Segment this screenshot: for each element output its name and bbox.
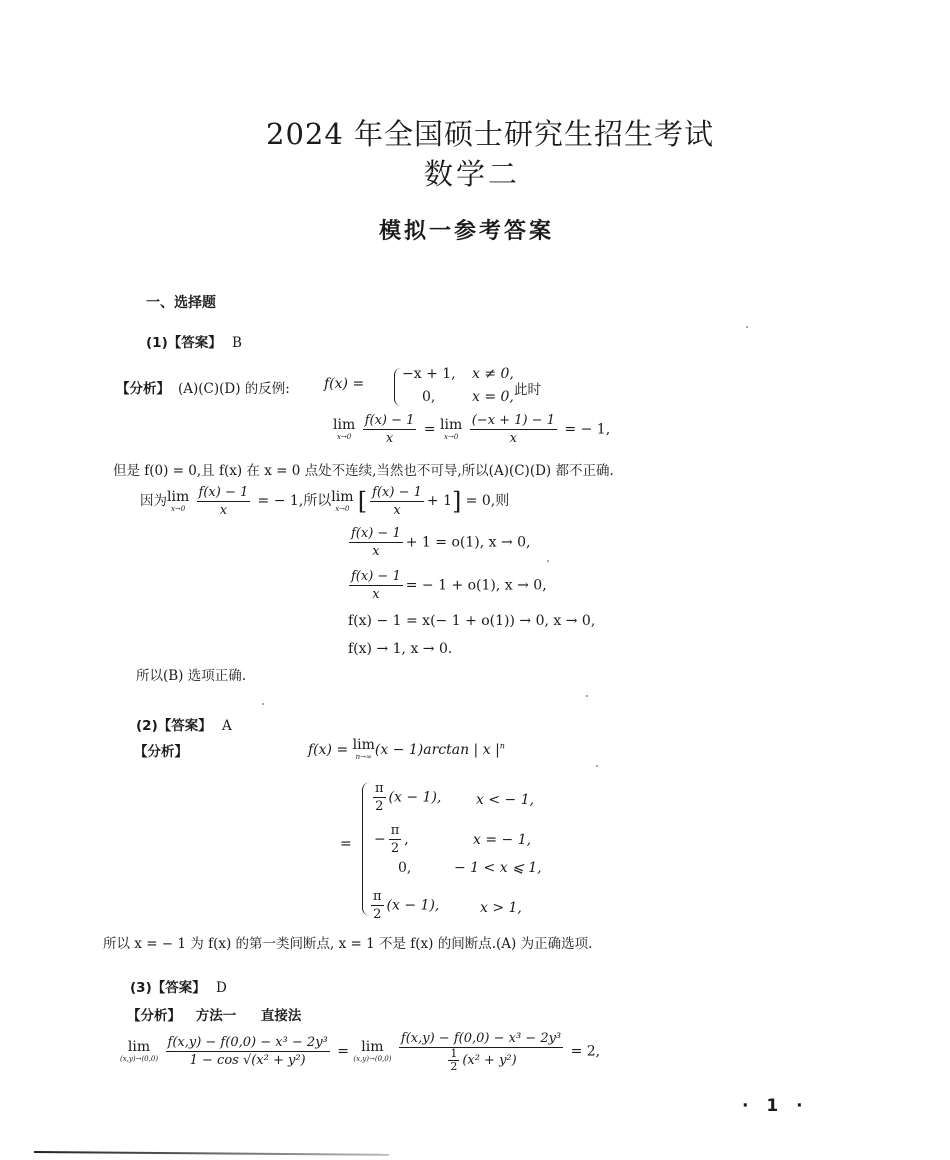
q1-counterexample-intro: (A)(C)(D) 的反例: — [178, 381, 290, 397]
q3-method: 方法一 — [195, 1008, 237, 1024]
q1-case1-expr: −x + 1, — [402, 366, 456, 382]
q1-lim1: lim x→0 — [333, 416, 356, 441]
q2-answer — [136, 714, 232, 734]
q1-but-line: 但是 f(0) = 0,且 f(x) 在 x = 0 点处不连续,当然也不可导,所以(A)(C)(D) 都不正确. — [113, 463, 614, 479]
q1-because-fraction: $\frac{f(x) - 1}{x}$ — [198, 485, 249, 518]
scan-speck — [596, 765, 598, 767]
q2-f-definition: f(x) = lim n→∞ (x − 1)arctan | x $|^n$ — [308, 737, 505, 761]
q2-answer-value: A — [222, 718, 232, 734]
q1-case2-cond: x = 0, — [472, 389, 514, 405]
q1-step-4: f(x) → 1, x → 0. — [348, 641, 453, 657]
q1-because-lim: lim x→0 — [167, 488, 190, 513]
document-subject: 数学二 — [424, 157, 521, 191]
q3-lim1: lim (x,y)→(0,0) — [120, 1038, 159, 1063]
q1-analysis-label: 【分析】 — [116, 381, 170, 397]
q3-lim2: lim (x,y)→(0,0) — [353, 1038, 392, 1063]
q3-result: = 2, — [570, 1043, 601, 1060]
bottom-rule — [34, 1151, 389, 1155]
q1-conclusion: 所以(B) 选项正确. — [136, 668, 247, 684]
q3-fraction-2: f(x,y) − f(0,0) − x³ − 2y³ $\frac{1}{2}$ (x² + y²) — [400, 1031, 562, 1073]
q2-case-4: $\frac{\pi}{2}$ (x − 1), x > 1, — [373, 889, 522, 922]
q1-lim1-fraction: $\frac{f(x) - 1}{x}$ — [364, 413, 415, 446]
q1-case-brace — [394, 368, 401, 406]
scan-speck — [547, 560, 549, 562]
scan-speck — [746, 326, 748, 328]
q2-case-3: 0, − 1 < x ⩽ 1, — [398, 860, 542, 876]
q1-limit-equation: lim x→0 $\frac{f(x) - 1}{x}$ = lim x→0 $\frac{(-x + 1) - 1}{x}$ = − 1, — [333, 413, 611, 446]
q2-case-2: − $\frac{\pi}{2}$ , x = − 1, — [374, 823, 532, 856]
q1-case2-expr: 0, — [422, 389, 436, 405]
q1-because-lim2: lim x→0 — [331, 488, 354, 513]
q1-case1-cond: x ≠ 0, — [472, 366, 514, 382]
q3-answer — [130, 976, 227, 996]
q3-method-name: 直接法 — [260, 1008, 302, 1024]
q1-case-suffix: 此时 — [514, 382, 541, 398]
q1-lim2-fraction: $\frac{(-x + 1) - 1}{x}$ — [471, 413, 555, 446]
q1-lim2: lim x→0 — [440, 416, 463, 441]
q2-conclusion: 所以 x = − 1 为 f(x) 的第一类间断点, x = 1 不是 f(x) 的间断点.(A) 为正确选项. — [103, 936, 593, 952]
q3-analysis-label: 【分析】 — [127, 1008, 181, 1024]
scan-speck — [586, 695, 588, 697]
q3-answer-value: D — [216, 980, 227, 996]
q1-answer-label: (1)【答案】 — [146, 335, 222, 351]
q1-step-2: $\frac{f(x) - 1}{x}$ = − 1 + o(1), x → 0, — [351, 569, 547, 602]
q2-eq-sign: = — [340, 836, 352, 852]
q3-fraction-1: $\frac{\text{f(x,y) − f(0,0) − x³ − 2y³}}{\text{1 − cos √(x² + y²)}}$ — [167, 1035, 328, 1068]
q2-case-1: $\frac{\pi}{2}$ (x − 1), x < − 1, — [375, 781, 535, 814]
page-number: · 1 · — [742, 1096, 809, 1116]
q1-answer — [146, 331, 242, 351]
q2-lim: lim n→∞ — [352, 737, 375, 761]
document-subtitle: 模拟一参考答案 — [379, 219, 555, 244]
q1-because-line: 因为 lim x→0 $\frac{f(x) - 1}{x}$ = − 1,所以 lim x→0 [ $\frac{f(x) - 1}{x}$ + 1] = 0,则 — [140, 485, 510, 518]
q1-lim-result: = − 1, — [564, 421, 611, 438]
q2-analysis-label: 【分析】 — [134, 744, 188, 760]
q1-step-1: $\frac{f(x) - 1}{x}$ + 1 = o(1), x → 0, — [351, 526, 531, 559]
q3-limit-equation: lim (x,y)→(0,0) $\frac{\text{f(x,y) − f(0,0) − x³ − 2y³}}{\text{1 − cos √(x² + y²)}}$ = lim (x,y)→(0,0) f(x,y) − f(0,0) − x³ − 2y³ $\frac{1}{2}$ (x² + y²) = 2, — [120, 1031, 601, 1073]
q2-answer-label: (2)【答案】 — [136, 718, 212, 734]
q1-step-3: f(x) − 1 = x(− 1 + o(1)) → 0, x → 0, — [348, 613, 596, 629]
q1-f-def: f(x) = — [324, 376, 365, 392]
q1-bracket-fraction: $\frac{f(x) - 1}{x}$ — [372, 485, 422, 518]
q3-answer-label: (3)【答案】 — [130, 980, 206, 996]
q1-answer-value: B — [232, 335, 242, 351]
document-title: 2024 年全国硕士研究生招生考试 — [266, 117, 715, 151]
scan-speck — [262, 703, 264, 705]
section-heading: 一、选择题 — [146, 295, 216, 311]
q3-analysis-line — [127, 1004, 301, 1024]
